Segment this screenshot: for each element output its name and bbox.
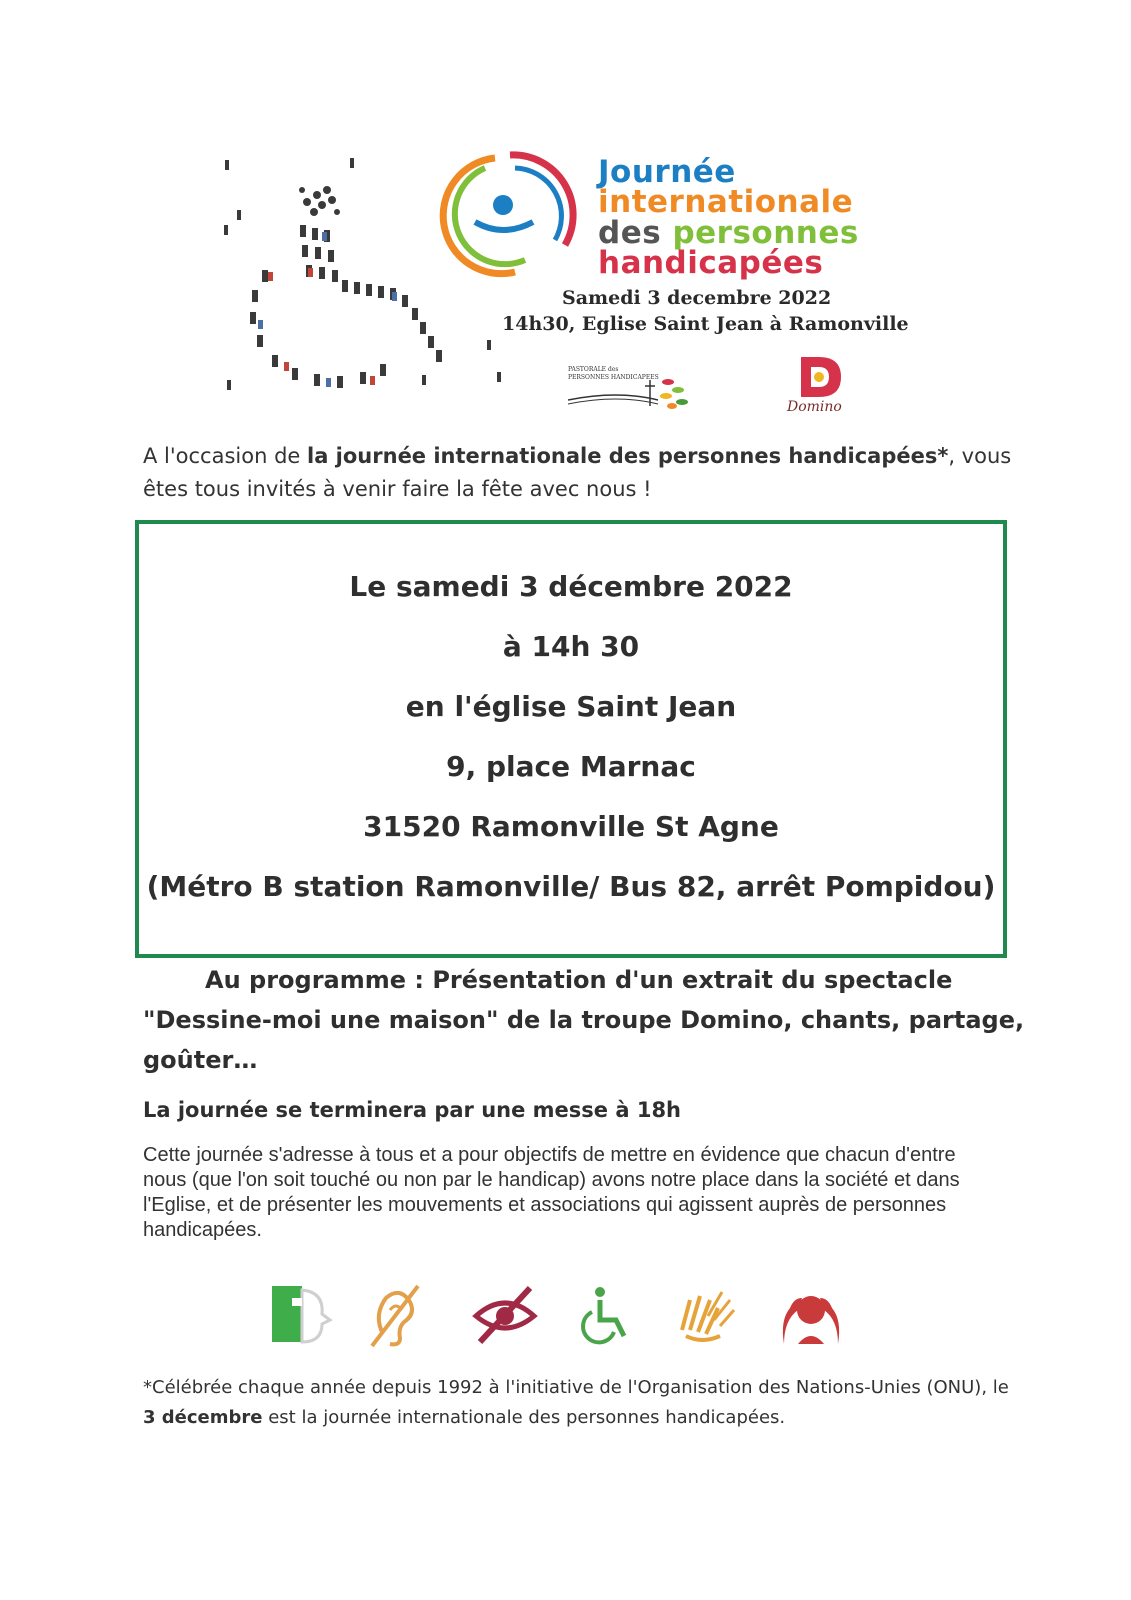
program-line-3: goûter…: [143, 1046, 258, 1074]
intro-highlight: la journée internationale des personnes handicapées*: [307, 444, 949, 468]
description-line: Cette journée s'adresse à tous et a pour objectifs de mettre en évidence que chacun d'entre: [143, 1144, 956, 1166]
domino-d-icon: [785, 355, 850, 399]
domino-logo: [785, 355, 850, 417]
pastorale-text-1: PASTORALE des: [568, 366, 619, 373]
header-date: Samedi 3 decembre 2022: [562, 287, 832, 309]
description-line: l'Eglise, et de présenter les mouvements et associations qui agissent auprès de personnes: [143, 1194, 947, 1216]
description-line: handicapées.: [143, 1219, 262, 1241]
domino-label: Domino: [787, 399, 842, 415]
event-city: 31520 Ramonville St Agne: [363, 810, 779, 843]
sign-language-icon: [672, 1280, 742, 1350]
title-word-des: des: [598, 215, 662, 251]
pastorale-leaves-icon: [568, 376, 708, 412]
wheelchair-icon: [570, 1280, 640, 1350]
intro-prefix: A l'occasion de: [143, 444, 307, 468]
intro-suffix: , vous êtes tous invités à venir faire la fête avec nous !: [143, 444, 1012, 501]
footnote-line-1: *Célébrée chaque année depuis 1992 à l'initiative de l'Organisation des Nations-Unies (ONU), le: [143, 1377, 1009, 1398]
event-street: 9, place Marnac: [446, 750, 696, 783]
pastorale-logo: [568, 362, 708, 412]
title-line-4: handicapées: [598, 245, 824, 281]
event-date: Le samedi 3 décembre 2022: [349, 570, 793, 603]
hearing-impairment-icon: [360, 1280, 430, 1350]
footnote-line-2: [143, 1403, 1023, 1433]
day-logo-icon: [415, 150, 590, 280]
mental-disability-icon: [268, 1280, 338, 1350]
description-paragraph: [143, 1143, 1013, 1243]
header-place: 14h30, Eglise Saint Jean à Ramonville: [502, 313, 909, 335]
autism-icon: [776, 1280, 846, 1350]
program-line-2: "Dessine-moi une maison" de la troupe Domino, chants, partage,: [143, 1006, 1025, 1034]
event-info-box: [135, 520, 1007, 958]
visual-impairment-icon: [470, 1280, 540, 1350]
closing-mass: La journée se terminera par une messe à 18h: [143, 1098, 682, 1122]
program-line-1: Au programme : Présentation d'un extrait du spectacle: [205, 966, 953, 994]
footnote-bold-date: 3 décembre: [143, 1407, 263, 1428]
footnote: [143, 1373, 1023, 1433]
event-time: à 14h 30: [502, 630, 640, 663]
event-venue: en l'église Saint Jean: [405, 690, 737, 723]
title-line-1: Journée: [598, 154, 736, 190]
pastorale-text-2: PERSONNES HANDICAPEES: [568, 374, 659, 381]
event-transport: (Métro B station Ramonville/ Bus 82, arrêt Pompidou): [146, 870, 996, 903]
title-word-personnes: personnes: [672, 215, 859, 251]
intro-paragraph: [143, 440, 1023, 506]
title-line-2: internationale: [598, 184, 854, 220]
footnote-line-2-rest: est la journée internationale des personnes handicapées.: [262, 1407, 786, 1428]
description-line: nous (que l'on soit touché ou non par le handicap) avons notre place dans la société et dans: [143, 1169, 960, 1191]
